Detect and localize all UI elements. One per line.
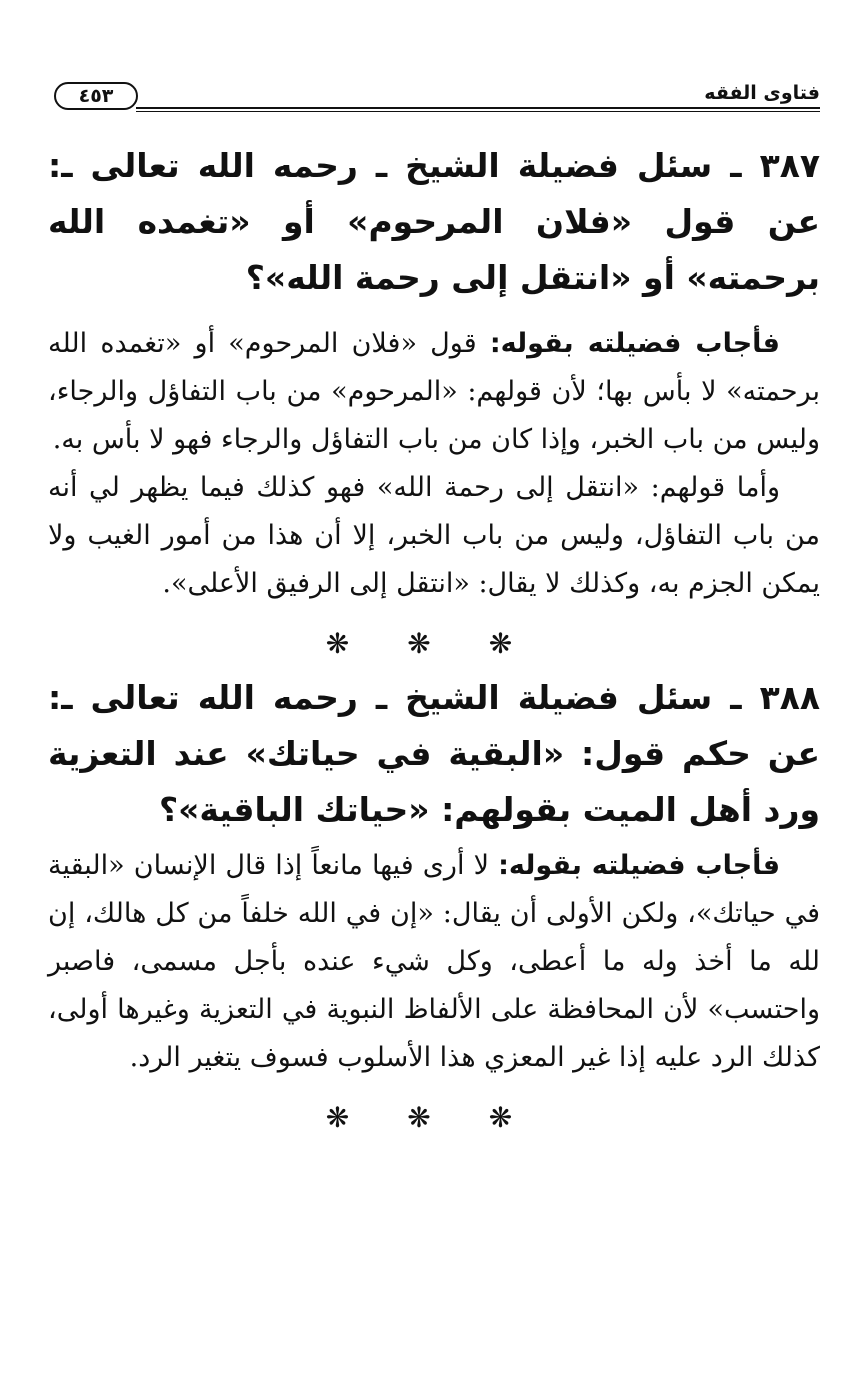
asterisk-icon: ❋ [407,1101,461,1134]
fatwa-388-answer-text: لا أرى فيها مانعاً إذا قال الإنسان «البقية في حياتك»، ولكن الأولى أن يقال: «إن في الله خلفاً من كل هالك، إن لله ما أخذ وله ما أعطى، وكل شيء عنده بأجل مسمى، فاصبر واحتسب» لأن المحافظة على الألفاظ النبوية في التعزية وغيرها أولى، كذلك الرد عليه إذا غير المعزي هذا الأسلوب فسوف يتغير الرد. [48,850,820,1073]
header-title: فتاوى الفقه [704,82,820,104]
asterisk-icon: ❋ [325,627,380,660]
fatwa-387-answer-lead: فأجاب فضيلته بقوله: [489,328,780,359]
asterisk-icon: ❋ [488,627,543,660]
fatwa-387-answer-text: قول «فلان المرحوم» أو «تغمده الله برحمته» لا بأس بها؛ لأن قولهم: «المرحوم» من باب التفاؤل والرجاء، وليس من باب الخبر، وإذا كان من باب التفاؤل والرجاء فهو لا بأس به. [48,328,820,455]
fatwa-387-answer-p2: وأما قولهم: «انتقل إلى رحمة الله» فهو كذلك فيما يظهر لي أنه من باب التفاؤل، وليس من باب الخبر، إلا أن هذا من أمور الغيب ولا يمكن الجزم به، وكذلك لا يقال: «انتقل إلى الرفيق الأعلى». [48,472,820,599]
header-rule [136,107,820,109]
asterisk-icon: ❋ [407,627,461,660]
page-content [48,138,820,1144]
fatwa-388-answer-p1 [48,842,820,1082]
asterisk-icon: ❋ [488,1101,543,1134]
fatwa-388-answer-lead: فأجاب فضيلته بقوله: [498,850,780,881]
asterisk-icon: ❋ [325,1101,380,1134]
fatwa-387-question: ٣٨٧ ـ سئل فضيلة الشيخ ـ رحمه الله تعالى ـ: عن قول «فلان المرحوم» أو «تغمده الله برحمته» أو «انتقل إلى رحمة الله»؟ [48,146,820,297]
page-number: ٤٥٣ [54,82,138,110]
fatwa-387-answer-p1 [48,320,820,464]
fatwa-388-question: ٣٨٨ ـ سئل فضيلة الشيخ ـ رحمه الله تعالى ـ: عن حكم قول: «البقية في حياتك» عند التعزية ورد أهل الميت بقولهم: «حياتك الباقية»؟ [48,678,820,829]
book-page [48,0,820,1384]
running-header [48,78,820,118]
section-separator-2 [48,1098,820,1138]
header-rule-thin [136,111,820,112]
section-separator-1 [48,624,820,664]
